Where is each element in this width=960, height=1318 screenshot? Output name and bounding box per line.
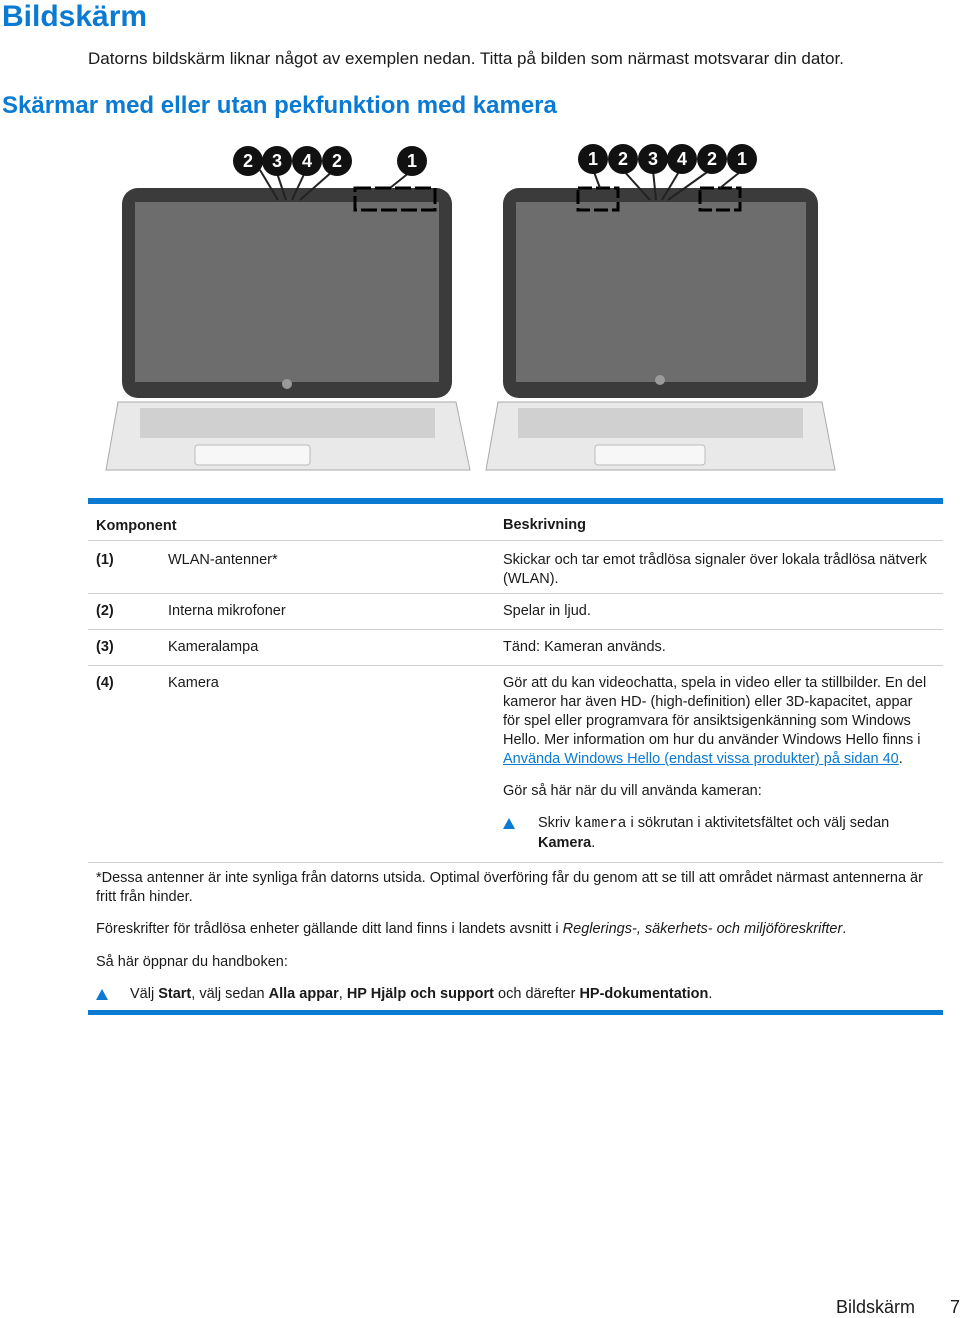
camera-step-mid: i sökrutan i aktivitetsfältet och välj sedan: [630, 815, 890, 831]
row-component: Kamera: [168, 675, 219, 691]
table-row: [88, 541, 943, 594]
manual-step: Välj Start, välj sedan Alla appar, HP Hjälp och support och därefter HP-dokumentation.: [96, 985, 930, 1004]
row-description: Spelar in ljud.: [503, 603, 591, 619]
step-mid1: , välj sedan: [191, 986, 265, 1002]
bottom-rule: [88, 1010, 943, 1015]
camera-step-bold: Kamera: [538, 835, 592, 851]
footnote: *Dessa antenner är inte synliga från datorns utsida. Optimal överföring får du genom att se till att området närmast antennerna är fritt från hinder.: [96, 870, 923, 905]
row-number: (1): [96, 552, 114, 568]
callout-badge: 1: [578, 144, 608, 174]
component-table: [88, 498, 943, 863]
row-description: Gör att du kan videochatta, spela in video eller ta stillbilder. En del kameror har även HD- (high-definition) eller 3D-kapacitet, appar för spel eller programvara för ansiktsigenkänning som Windows Hello. Mer information om hur du använder Windows Hello finns i Använda Windows Hello (endast vissa produkter) på sidan 40. Gör så här när du vill använda kameran: Skriv kamera i sökrutan i aktivitetsfältet och välj sedan Kamera.: [503, 674, 933, 853]
footer-page-number: 7: [950, 1297, 960, 1317]
step-all-apps: Alla appar: [268, 986, 339, 1002]
callout-badge: 2: [233, 146, 263, 176]
step-pre: Välj: [130, 986, 155, 1002]
callout-badge: 3: [262, 146, 292, 176]
triangle-bullet-icon: [96, 989, 108, 1000]
callout-badge: 4: [667, 144, 697, 174]
windows-hello-link[interactable]: Använda Windows Hello (endast vissa produkter) på sidan 40: [503, 751, 899, 767]
row-component: Kameralampa: [168, 639, 259, 655]
callout-badge: 2: [697, 144, 727, 174]
table-row: [88, 594, 943, 630]
callout-badge: 2: [322, 146, 352, 176]
regulatory-pre: Föreskrifter för trådlösa enheter gällande ditt land finns i landets avsnitt i: [96, 921, 559, 937]
table-header-row: [88, 504, 943, 541]
regulatory-note: Föreskrifter för trådlösa enheter gällande ditt land finns i landets avsnitt i Reglerings-, säkerhets- och miljöföreskrifter.: [96, 921, 847, 937]
laptop-left-illustration: [106, 170, 470, 470]
camera-step-code: kamera: [574, 816, 627, 832]
callout-badge: 1: [397, 146, 427, 176]
camera-step: Skriv kamera i sökrutan i aktivitetsfältet och välj sedan Kamera.: [503, 814, 933, 853]
row-description: Skickar och tar emot trådlösa signaler över lokala trådlösa nätverk (WLAN).: [503, 552, 927, 587]
open-manual-label: Så här öppnar du handboken:: [96, 954, 288, 970]
footer-section: Bildskärm: [836, 1297, 916, 1317]
step-hp-docs: HP-dokumentation: [579, 986, 709, 1002]
laptop-right-illustration: [486, 170, 835, 470]
callout-badge: 4: [292, 146, 322, 176]
callout-badge: 2: [608, 144, 638, 174]
row-component: Interna mikrofoner: [168, 603, 286, 619]
row-number: (4): [96, 675, 114, 691]
camera-step-pre: Skriv: [538, 815, 571, 831]
laptops-illustration: [100, 140, 860, 485]
header-component: Komponent: [96, 518, 177, 534]
page-title: Bildskärm: [2, 0, 148, 33]
row-component: WLAN-antenner*: [168, 552, 278, 568]
laptop-figure: [100, 140, 860, 485]
table-row: [88, 630, 943, 666]
row-number: (2): [96, 603, 114, 619]
section-subtitle: Skärmar med eller utan pekfunktion med kamera: [2, 92, 557, 119]
callout-badge: 3: [638, 144, 668, 174]
camera-how-to: Gör så här när du vill använda kameran:: [503, 783, 762, 799]
intro-text: Datorns bildskärm liknar något av exemplen nedan. Titta på bilden som närmast motsvarar din dator.: [88, 49, 844, 68]
header-description: Beskrivning: [503, 517, 586, 533]
triangle-bullet-icon: [503, 818, 515, 829]
table-row: [88, 666, 943, 863]
row-description: Tänd: Kameran används.: [503, 639, 666, 655]
camera-description: Gör att du kan videochatta, spela in video eller ta stillbilder. En del kameror har även HD- (high-definition) eller 3D-kapacitet, appar för spel eller programvara för ansiktsigenkänning som Windows Hello. Mer information om hur du använder Windows Hello finns i: [503, 675, 927, 748]
callout-badge: 1: [727, 144, 757, 174]
regulatory-italic: Reglerings-, säkerhets- och miljöföreskrifter: [562, 921, 843, 937]
step-mid2: och därefter: [498, 986, 576, 1002]
step-hp-help: HP Hjälp och support: [346, 986, 494, 1002]
row-number: (3): [96, 639, 114, 655]
step-start: Start: [158, 986, 192, 1002]
